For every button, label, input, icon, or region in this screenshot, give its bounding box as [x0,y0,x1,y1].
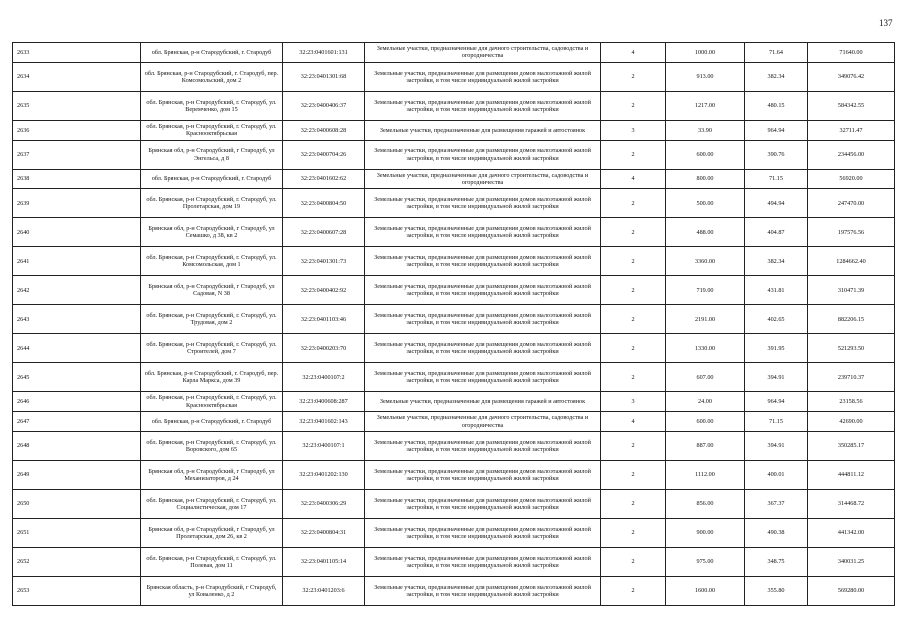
table-row [13,431,895,460]
table-row [13,392,895,412]
area-cell: 600.00 [666,140,745,169]
group-cell: 2 [601,489,666,518]
area-cell: 1112.00 [666,460,745,489]
row-number-cell: 2651 [13,518,141,547]
group-cell: 2 [601,62,666,91]
area-cell: 24.00 [666,392,745,412]
land-use-cell: Земельные участки, предназначенные для размещения гаражей и автостоянок [365,120,601,140]
group-cell: 2 [601,518,666,547]
cadastral-value-cell: 521293.50 [808,334,895,363]
land-use-cell: Земельные участки, предназначенные для размещения домов малоэтажной жилой застройки, в том числе индивидуальной жилой застройки [365,334,601,363]
land-use-cell: Земельные участки, предназначенные для размещения домов малоэтажной жилой застройки, в том числе индивидуальной жилой застройки [365,576,601,605]
land-use-cell: Земельные участки, предназначенные для размещения домов малоэтажной жилой застройки, в том числе индивидуальной жилой застройки [365,431,601,460]
specific-value-cell: 367.37 [745,489,808,518]
area-cell: 856.00 [666,489,745,518]
address-cell: обл. Брянская, р-н Стародубский, г. Стародуб, ул. Пролетарская, дом 19 [141,189,283,218]
area-cell: 887.00 [666,431,745,460]
group-cell: 2 [601,363,666,392]
address-cell: обл. Брянская, р-н Стародубский, г. Стародуб, ул. Трудовая, дом 2 [141,305,283,334]
table-row [13,276,895,305]
cadastral-value-cell: 56920.00 [808,169,895,189]
row-number-cell: 2635 [13,91,141,120]
cadastral-value-cell: 882206.15 [808,305,895,334]
cadastral-value-cell: 349076.42 [808,62,895,91]
area-cell: 1217.00 [666,91,745,120]
specific-value-cell: 402.65 [745,305,808,334]
land-use-cell: Земельные участки, предназначенные для размещения домов малоэтажной жилой застройки, в том числе индивидуальной жилой застройки [365,91,601,120]
area-cell: 1600.00 [666,576,745,605]
specific-value-cell: 394.91 [745,431,808,460]
group-cell: 2 [601,140,666,169]
specific-value-cell: 348.75 [745,547,808,576]
row-number-cell: 2641 [13,247,141,276]
address-cell: обл. Брянская, р-н Стародубский, г. Стародуб [141,43,283,63]
group-cell: 2 [601,276,666,305]
address-cell: обл. Брянская, р-н Стародубский, г. Стародуб, ул. Воровского, дом 65 [141,431,283,460]
address-cell: Брянская область, р-н Стародубский, г Стародуб, ул Коваленко, д 2 [141,576,283,605]
specific-value-cell: 400.01 [745,460,808,489]
address-cell: обл. Брянская, р-н Стародубский, г. Стародуб, ул. Веремченко, дом 15 [141,91,283,120]
address-cell: обл. Брянская, р-н Стародубский, г. Стародуб, пер. Комсомольский, дом 2 [141,62,283,91]
table-row [13,91,895,120]
cadastral-value-cell: 314468.72 [808,489,895,518]
address-cell: обл. Брянская, р-н Стародубский, г. Стародуб, ул. Комсомольская, дом 1 [141,247,283,276]
row-number-cell: 2642 [13,276,141,305]
row-number-cell: 2649 [13,460,141,489]
table-row [13,218,895,247]
row-number-cell: 2644 [13,334,141,363]
cadastral-value-cell: 239710.37 [808,363,895,392]
row-number-cell: 2653 [13,576,141,605]
table-row [13,305,895,334]
cadastral-number-cell: 32:23:0400107:1 [283,431,365,460]
row-number-cell: 2648 [13,431,141,460]
area-cell: 719.00 [666,276,745,305]
cadastral-value-cell: 350285.17 [808,431,895,460]
group-cell: 2 [601,460,666,489]
address-cell: Брянская обл, р-н Стародубский, г Стародуб, ул Пролетарская, дом 26, кв 2 [141,518,283,547]
table-body [13,43,895,606]
cadastral-value-cell: 42690.00 [808,412,895,432]
land-use-cell: Земельные участки, предназначенные для размещения домов малоэтажной жилой застройки, в том числе индивидуальной жилой застройки [365,363,601,392]
row-number-cell: 2646 [13,392,141,412]
address-cell: Брянская обл, р-н Стародубский, г Стародуб, ул Садовая, N 38 [141,276,283,305]
address-cell: обл. Брянская, р-н Стародубский, г. Стародуб [141,412,283,432]
area-cell: 800.00 [666,169,745,189]
table-row [13,140,895,169]
row-number-cell: 2652 [13,547,141,576]
specific-value-cell: 480.15 [745,91,808,120]
address-cell: Брянская обл, р-н Стародубский, г Стародуб, ул Механизаторов, д 24 [141,460,283,489]
cadastral-number-cell: 32:23:0400608:28 [283,120,365,140]
table-row [13,169,895,189]
row-number-cell: 2640 [13,218,141,247]
table-row [13,489,895,518]
address-cell: обл. Брянская, р-н Стародубский, г. Стародуб, ул. Краснооктябрьская [141,392,283,412]
row-number-cell: 2637 [13,140,141,169]
group-cell: 3 [601,120,666,140]
specific-value-cell: 382.34 [745,247,808,276]
cadastral-number-cell: 32:23:0401103:46 [283,305,365,334]
cadastral-value-cell: 32711.47 [808,120,895,140]
land-use-cell: Земельные участки, предназначенные для размещения домов малоэтажной жилой застройки, в том числе индивидуальной жилой застройки [365,547,601,576]
area-cell: 500.00 [666,189,745,218]
cadastral-number-cell: 32:23:0401202:130 [283,460,365,489]
group-cell: 4 [601,169,666,189]
table-row [13,189,895,218]
land-use-cell: Земельные участки, предназначенные для размещения домов малоэтажной жилой застройки, в том числе индивидуальной жилой застройки [365,460,601,489]
table-row [13,120,895,140]
cadastral-number-cell: 32:23:0400406:37 [283,91,365,120]
cadastral-number-cell: 32:23:0400608:287 [283,392,365,412]
group-cell: 2 [601,431,666,460]
table-row [13,62,895,91]
specific-value-cell: 394.91 [745,363,808,392]
group-cell: 3 [601,392,666,412]
specific-value-cell: 71.15 [745,169,808,189]
cadastral-number-cell: 32:23:0401601:131 [283,43,365,63]
row-number-cell: 2638 [13,169,141,189]
group-cell: 2 [601,189,666,218]
specific-value-cell: 964.94 [745,392,808,412]
specific-value-cell: 390.76 [745,140,808,169]
cadastral-number-cell: 32:23:0401301:73 [283,247,365,276]
table-row [13,518,895,547]
area-cell: 607.00 [666,363,745,392]
cadastral-number-cell: 32:23:0400704:26 [283,140,365,169]
specific-value-cell: 71.15 [745,412,808,432]
cadastral-value-cell: 71640.00 [808,43,895,63]
cadastral-number-cell: 32:23:0401203:6 [283,576,365,605]
address-cell: обл. Брянская, р-н Стародубский, г. Стародуб, ул. Полевая, дом 11 [141,547,283,576]
area-cell: 488.00 [666,218,745,247]
specific-value-cell: 490.38 [745,518,808,547]
group-cell: 4 [601,43,666,63]
area-cell: 600.00 [666,412,745,432]
table-row [13,43,895,63]
table-row [13,460,895,489]
group-cell: 4 [601,412,666,432]
land-use-cell: Земельные участки, предназначенные для размещения домов малоэтажной жилой застройки, в том числе индивидуальной жилой застройки [365,62,601,91]
specific-value-cell: 391.95 [745,334,808,363]
land-use-cell: Земельные участки, предназначенные для размещения домов малоэтажной жилой застройки, в том числе индивидуальной жилой застройки [365,218,601,247]
cadastral-value-cell: 569280.00 [808,576,895,605]
cadastral-number-cell: 32:23:0401105:14 [283,547,365,576]
address-cell: Брянская обл, р-н Стародубский, г Стародуб, ул Энгельса, д 8 [141,140,283,169]
row-number-cell: 2636 [13,120,141,140]
specific-value-cell: 964.94 [745,120,808,140]
area-cell: 2191.00 [666,305,745,334]
cadastral-number-cell: 32:23:0400804:50 [283,189,365,218]
specific-value-cell: 431.81 [745,276,808,305]
cadastral-value-cell: 444811.12 [808,460,895,489]
group-cell: 2 [601,334,666,363]
cadastral-number-cell: 32:23:0400804:31 [283,518,365,547]
cadastral-number-cell: 32:23:0401301:68 [283,62,365,91]
land-use-cell: Земельные участки, предназначенные для дачного строительства, садоводства и огородничества [365,412,601,432]
table-row [13,247,895,276]
group-cell: 2 [601,305,666,334]
cadastral-number-cell: 32:23:0400306:29 [283,489,365,518]
area-cell: 1330.00 [666,334,745,363]
group-cell: 2 [601,247,666,276]
cadastral-value-cell: 247470.00 [808,189,895,218]
specific-value-cell: 382.34 [745,62,808,91]
area-cell: 1000.00 [666,43,745,63]
cadastral-value-cell: 340031.25 [808,547,895,576]
area-cell: 33.90 [666,120,745,140]
row-number-cell: 2650 [13,489,141,518]
table-row [13,576,895,605]
area-cell: 913.00 [666,62,745,91]
area-cell: 975.00 [666,547,745,576]
land-use-cell: Земельные участки, предназначенные для размещения домов малоэтажной жилой застройки, в том числе индивидуальной жилой застройки [365,189,601,218]
specific-value-cell: 404.87 [745,218,808,247]
cadastral-number-cell: 32:23:0400607:28 [283,218,365,247]
address-cell: обл. Брянская, р-н Стародубский, г. Стародуб, ул. Социалистическая, дом 17 [141,489,283,518]
land-use-cell: Земельные участки, предназначенные для размещения домов малоэтажной жилой застройки, в том числе индивидуальной жилой застройки [365,247,601,276]
cadastral-value-cell: 310471.39 [808,276,895,305]
group-cell: 2 [601,547,666,576]
cadastral-value-cell: 234456.00 [808,140,895,169]
cadastral-number-cell: 32:23:0400107:2 [283,363,365,392]
land-use-cell: Земельные участки, предназначенные для дачного строительства, садоводства и огородничества [365,43,601,63]
cadastral-value-cell: 197576.56 [808,218,895,247]
cadastral-value-cell: 441342.00 [808,518,895,547]
row-number-cell: 2643 [13,305,141,334]
cadastral-number-cell: 32:23:0401602:62 [283,169,365,189]
cadastral-value-cell: 23158.56 [808,392,895,412]
land-use-cell: Земельные участки, предназначенные для размещения гаражей и автостоянок [365,392,601,412]
address-cell: обл. Брянская, р-н Стародубский, г. Стародуб, ул. Краснооктябрьская [141,120,283,140]
cadastral-value-cell: 1284662.40 [808,247,895,276]
specific-value-cell: 71.64 [745,43,808,63]
table-row [13,334,895,363]
row-number-cell: 2645 [13,363,141,392]
address-cell: обл. Брянская, р-н Стародубский, г. Стародуб, пер. Карла Маркса, дом 39 [141,363,283,392]
group-cell: 2 [601,576,666,605]
specific-value-cell: 494.94 [745,189,808,218]
cadastral-number-cell: 32:23:0400402:92 [283,276,365,305]
table-row [13,547,895,576]
cadastral-number-cell: 32:23:0401602:143 [283,412,365,432]
land-use-cell: Земельные участки, предназначенные для дачного строительства, садоводства и огородничества [365,169,601,189]
area-cell: 3360.00 [666,247,745,276]
address-cell: обл. Брянская, р-н Стародубский, г. Стародуб [141,169,283,189]
group-cell: 2 [601,91,666,120]
land-use-cell: Земельные участки, предназначенные для размещения домов малоэтажной жилой застройки, в том числе индивидуальной жилой застройки [365,276,601,305]
table-row [13,363,895,392]
land-use-cell: Земельные участки, предназначенные для размещения домов малоэтажной жилой застройки, в том числе индивидуальной жилой застройки [365,489,601,518]
page-number: 137 [879,18,893,28]
table-row [13,412,895,432]
row-number-cell: 2634 [13,62,141,91]
row-number-cell: 2639 [13,189,141,218]
address-cell: обл. Брянская, р-н Стародубский, г. Стародуб, ул. Строителей, дом 7 [141,334,283,363]
cadastral-value-table [12,42,895,606]
area-cell: 900.00 [666,518,745,547]
land-use-cell: Земельные участки, предназначенные для размещения домов малоэтажной жилой застройки, в том числе индивидуальной жилой застройки [365,140,601,169]
row-number-cell: 2647 [13,412,141,432]
row-number-cell: 2633 [13,43,141,63]
land-use-cell: Земельные участки, предназначенные для размещения домов малоэтажной жилой застройки, в том числе индивидуальной жилой застройки [365,518,601,547]
cadastral-value-cell: 584342.55 [808,91,895,120]
cadastral-number-cell: 32:23:0400203:70 [283,334,365,363]
specific-value-cell: 355.80 [745,576,808,605]
address-cell: Брянская обл, р-н Стародубский, г Стародуб, ул Семашко, д 38, кв 2 [141,218,283,247]
group-cell: 2 [601,218,666,247]
land-use-cell: Земельные участки, предназначенные для размещения домов малоэтажной жилой застройки, в том числе индивидуальной жилой застройки [365,305,601,334]
